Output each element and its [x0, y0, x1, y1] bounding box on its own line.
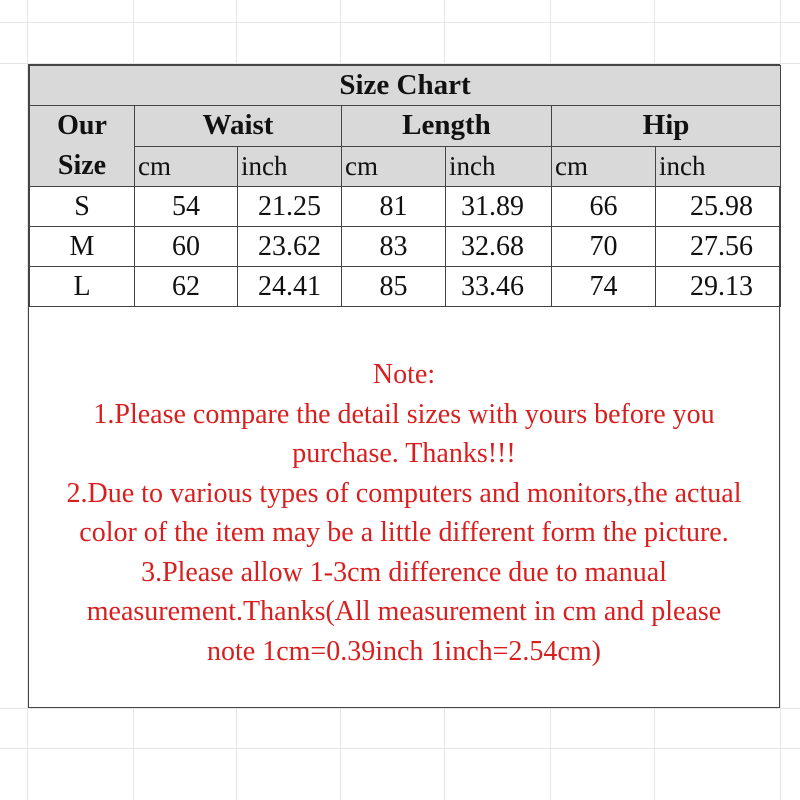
group-header-row [30, 106, 781, 147]
note-line: 2.Due to various types of computers and monitors,the actual [66, 477, 742, 509]
title-row [30, 66, 781, 106]
value-cell: 70 [552, 227, 656, 267]
length-header: Length [342, 106, 552, 147]
value-cell: 83 [342, 227, 446, 267]
unit-header: cm [552, 146, 656, 187]
value-cell: 21.25 [238, 187, 342, 227]
value-cell: 66 [552, 187, 656, 227]
note-section [29, 305, 779, 707]
note-line: 3.Please allow 1-3cm difference due to manual [141, 556, 667, 588]
value-cell: 27.56 [656, 227, 781, 267]
unit-header: inch [446, 146, 552, 187]
our-size-line1: Our [57, 110, 107, 141]
value-cell: 62 [135, 267, 238, 307]
unit-header: cm [342, 146, 446, 187]
note-line: 1.Please compare the detail sizes with yours before you [93, 398, 715, 430]
unit-header: cm [135, 146, 238, 187]
value-cell: 24.41 [238, 267, 342, 307]
value-cell: 25.98 [656, 187, 781, 227]
note-heading: Note: [372, 359, 436, 390]
unit-header: inch [656, 146, 781, 187]
size-table [29, 65, 781, 307]
value-cell: 60 [135, 227, 238, 267]
table-row [30, 227, 781, 267]
value-cell: 31.89 [446, 187, 552, 227]
hip-header: Hip [552, 106, 781, 147]
value-cell: 23.62 [238, 227, 342, 267]
value-cell: 85 [342, 267, 446, 307]
value-cell: 29.13 [656, 267, 781, 307]
note-line: purchase. Thanks!!! [292, 438, 516, 469]
size-cell: L [30, 267, 135, 307]
size-cell: S [30, 187, 135, 227]
note-line: note 1cm=0.39inch 1inch=2.54cm) [207, 635, 601, 667]
value-cell: 81 [342, 187, 446, 227]
our-size-header [30, 106, 135, 187]
value-cell: 74 [552, 267, 656, 307]
our-size-line2: Size [57, 150, 107, 181]
unit-header: inch [238, 146, 342, 187]
note-line: measurement.Thanks(All measurement in cm and please [86, 596, 722, 627]
table-title: Size Chart [30, 66, 781, 106]
value-cell: 33.46 [446, 267, 552, 307]
size-chart-sheet [28, 64, 780, 708]
size-cell: M [30, 227, 135, 267]
value-cell: 32.68 [446, 227, 552, 267]
table-row [30, 187, 781, 227]
unit-header-row [30, 146, 781, 187]
note-line: color of the item may be a little different form the picture. [79, 517, 729, 548]
value-cell: 54 [135, 187, 238, 227]
waist-header: Waist [135, 106, 342, 147]
table-row [30, 267, 781, 307]
